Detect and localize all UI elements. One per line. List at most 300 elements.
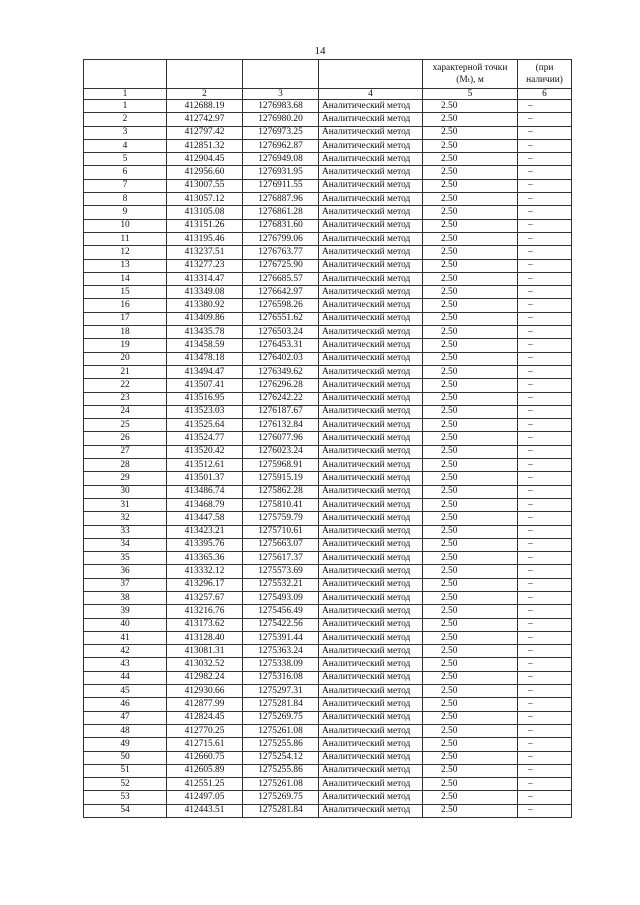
accuracy-cell: 2.50 [423, 472, 518, 485]
accuracy-cell: 2.50 [423, 618, 518, 631]
method-cell: Аналитический метод [319, 591, 423, 604]
note-cell: – [518, 419, 572, 432]
note-cell: – [518, 738, 572, 751]
method-cell: Аналитический метод [319, 791, 423, 804]
point-number-cell: 50 [84, 751, 167, 764]
method-cell: Аналитический метод [319, 764, 423, 777]
x-coordinate-cell: 413507.41 [167, 379, 243, 392]
point-number-cell: 17 [84, 312, 167, 325]
x-coordinate-cell: 412982.24 [167, 671, 243, 684]
y-coordinate-cell: 1275456.49 [243, 605, 319, 618]
x-coordinate-cell: 413057.12 [167, 193, 243, 206]
method-cell: Аналитический метод [319, 804, 423, 817]
y-coordinate-cell: 1276187.67 [243, 405, 319, 418]
y-coordinate-cell: 1276949.08 [243, 153, 319, 166]
table-row [84, 764, 572, 777]
point-number-cell: 1 [84, 100, 167, 113]
x-coordinate-cell: 413151.26 [167, 219, 243, 232]
table-row [84, 312, 572, 325]
point-number-cell: 18 [84, 326, 167, 339]
note-cell: – [518, 698, 572, 711]
table-row [84, 246, 572, 259]
method-cell: Аналитический метод [319, 179, 423, 192]
note-cell: – [518, 778, 572, 791]
accuracy-cell: 2.50 [423, 326, 518, 339]
y-coordinate-cell: 1276023.24 [243, 445, 319, 458]
method-cell: Аналитический метод [319, 724, 423, 737]
accuracy-cell: 2.50 [423, 445, 518, 458]
point-number-cell: 5 [84, 153, 167, 166]
x-coordinate-cell: 412688.19 [167, 100, 243, 113]
x-coordinate-cell: 413349.08 [167, 286, 243, 299]
accuracy-cell: 2.50 [423, 126, 518, 139]
table-row [84, 778, 572, 791]
point-number-cell: 42 [84, 645, 167, 658]
column-number: 3 [243, 89, 319, 100]
y-coordinate-cell: 1275663.07 [243, 538, 319, 551]
x-coordinate-cell: 413524.77 [167, 432, 243, 445]
x-coordinate-cell: 412443.51 [167, 804, 243, 817]
y-coordinate-cell: 1276598.26 [243, 299, 319, 312]
method-cell: Аналитический метод [319, 565, 423, 578]
method-cell: Аналитический метод [319, 459, 423, 472]
method-cell: Аналитический метод [319, 166, 423, 179]
x-coordinate-cell: 412904.45 [167, 153, 243, 166]
note-cell: – [518, 605, 572, 618]
note-cell: – [518, 405, 572, 418]
x-coordinate-cell: 413395.76 [167, 538, 243, 551]
table-row [84, 219, 572, 232]
note-cell: – [518, 685, 572, 698]
method-cell: Аналитический метод [319, 326, 423, 339]
accuracy-cell: 2.50 [423, 605, 518, 618]
x-coordinate-cell: 412851.32 [167, 139, 243, 152]
table-row [84, 272, 572, 285]
method-cell: Аналитический метод [319, 219, 423, 232]
y-coordinate-cell: 1276887.96 [243, 193, 319, 206]
accuracy-cell: 2.50 [423, 139, 518, 152]
accuracy-cell: 2.50 [423, 804, 518, 817]
table-row [84, 100, 572, 113]
point-number-cell: 11 [84, 232, 167, 245]
x-coordinate-cell: 413128.40 [167, 631, 243, 644]
note-cell: – [518, 432, 572, 445]
accuracy-cell: 2.50 [423, 352, 518, 365]
note-cell: – [518, 724, 572, 737]
method-cell: Аналитический метод [319, 379, 423, 392]
y-coordinate-cell: 1275338.09 [243, 658, 319, 671]
accuracy-cell: 2.50 [423, 392, 518, 405]
table-row [84, 751, 572, 764]
table-row [84, 711, 572, 724]
point-number-cell: 36 [84, 565, 167, 578]
y-coordinate-cell: 1276931.95 [243, 166, 319, 179]
note-cell: – [518, 272, 572, 285]
x-coordinate-cell: 413105.08 [167, 206, 243, 219]
method-cell: Аналитический метод [319, 751, 423, 764]
point-number-cell: 3 [84, 126, 167, 139]
y-coordinate-cell: 1275281.84 [243, 698, 319, 711]
x-coordinate-cell: 413032.52 [167, 658, 243, 671]
accuracy-cell: 2.50 [423, 578, 518, 591]
method-cell: Аналитический метод [319, 472, 423, 485]
table-row [84, 206, 572, 219]
method-cell: Аналитический метод [319, 365, 423, 378]
point-number-cell: 12 [84, 246, 167, 259]
point-number-cell: 40 [84, 618, 167, 631]
accuracy-cell: 2.50 [423, 100, 518, 113]
x-coordinate-cell: 413007.55 [167, 179, 243, 192]
accuracy-cell: 2.50 [423, 698, 518, 711]
table-row [84, 126, 572, 139]
method-cell: Аналитический метод [319, 153, 423, 166]
point-number-cell: 4 [84, 139, 167, 152]
point-number-cell: 27 [84, 445, 167, 458]
method-cell: Аналитический метод [319, 485, 423, 498]
table-row [84, 512, 572, 525]
point-number-cell: 25 [84, 419, 167, 432]
method-cell: Аналитический метод [319, 113, 423, 126]
y-coordinate-cell: 1275968.91 [243, 459, 319, 472]
note-cell: – [518, 113, 572, 126]
note-cell: – [518, 153, 572, 166]
accuracy-cell: 2.50 [423, 538, 518, 551]
point-number-cell: 30 [84, 485, 167, 498]
table-row [84, 538, 572, 551]
method-cell: Аналитический метод [319, 246, 423, 259]
accuracy-cell: 2.50 [423, 498, 518, 511]
note-cell: – [518, 445, 572, 458]
point-number-cell: 23 [84, 392, 167, 405]
point-number-cell: 44 [84, 671, 167, 684]
table-row [84, 339, 572, 352]
method-cell: Аналитический метод [319, 352, 423, 365]
point-number-cell: 45 [84, 685, 167, 698]
method-cell: Аналитический метод [319, 299, 423, 312]
note-cell: – [518, 246, 572, 259]
y-coordinate-cell: 1275261.08 [243, 778, 319, 791]
point-number-cell: 9 [84, 206, 167, 219]
accuracy-cell: 2.50 [423, 153, 518, 166]
y-coordinate-cell: 1275617.37 [243, 552, 319, 565]
method-cell: Аналитический метод [319, 286, 423, 299]
point-number-cell: 10 [84, 219, 167, 232]
note-cell: – [518, 459, 572, 472]
y-coordinate-cell: 1276983.68 [243, 100, 319, 113]
table-row [84, 419, 572, 432]
y-coordinate-cell: 1275573.69 [243, 565, 319, 578]
method-cell: Аналитический метод [319, 578, 423, 591]
x-coordinate-cell: 412956.60 [167, 166, 243, 179]
y-coordinate-cell: 1276763.77 [243, 246, 319, 259]
y-coordinate-cell: 1275316.08 [243, 671, 319, 684]
accuracy-cell: 2.50 [423, 272, 518, 285]
x-coordinate-cell: 413494.47 [167, 365, 243, 378]
note-cell: – [518, 139, 572, 152]
accuracy-cell: 2.50 [423, 459, 518, 472]
point-number-cell: 6 [84, 166, 167, 179]
method-cell: Аналитический метод [319, 126, 423, 139]
note-cell: – [518, 711, 572, 724]
note-cell: – [518, 804, 572, 817]
x-coordinate-cell: 413409.86 [167, 312, 243, 325]
x-coordinate-cell: 412742.97 [167, 113, 243, 126]
x-coordinate-cell: 413512.61 [167, 459, 243, 472]
method-cell: Аналитический метод [319, 605, 423, 618]
y-coordinate-cell: 1276799.06 [243, 232, 319, 245]
y-coordinate-cell: 1276962.87 [243, 139, 319, 152]
table-body [84, 60, 572, 818]
point-number-cell: 13 [84, 259, 167, 272]
y-coordinate-cell: 1276349.62 [243, 365, 319, 378]
method-cell: Аналитический метод [319, 339, 423, 352]
y-coordinate-cell: 1276242.22 [243, 392, 319, 405]
method-cell: Аналитический метод [319, 259, 423, 272]
accuracy-cell: 2.50 [423, 764, 518, 777]
point-number-cell: 49 [84, 738, 167, 751]
x-coordinate-cell: 412797.42 [167, 126, 243, 139]
x-coordinate-cell: 413447.58 [167, 512, 243, 525]
method-cell: Аналитический метод [319, 498, 423, 511]
column-number-row [84, 89, 572, 100]
x-coordinate-cell: 412930.66 [167, 685, 243, 698]
accuracy-cell: 2.50 [423, 671, 518, 684]
accuracy-cell: 2.50 [423, 259, 518, 272]
note-cell: – [518, 578, 572, 591]
accuracy-cell: 2.50 [423, 179, 518, 192]
y-coordinate-cell: 1276831.60 [243, 219, 319, 232]
note-cell: – [518, 591, 572, 604]
column-number: 1 [84, 89, 167, 100]
header-cell [167, 60, 243, 89]
method-cell: Аналитический метод [319, 193, 423, 206]
note-cell: – [518, 525, 572, 538]
point-number-cell: 39 [84, 605, 167, 618]
y-coordinate-cell: 1276685.57 [243, 272, 319, 285]
y-coordinate-cell: 1275422.56 [243, 618, 319, 631]
x-coordinate-cell: 413435.78 [167, 326, 243, 339]
x-coordinate-cell: 413380.92 [167, 299, 243, 312]
y-coordinate-cell: 1275759.79 [243, 512, 319, 525]
header-row [84, 60, 572, 89]
x-coordinate-cell: 413520.42 [167, 445, 243, 458]
accuracy-cell: 2.50 [423, 405, 518, 418]
table-row [84, 179, 572, 192]
x-coordinate-cell: 412877.99 [167, 698, 243, 711]
point-number-cell: 19 [84, 339, 167, 352]
accuracy-cell: 2.50 [423, 299, 518, 312]
x-coordinate-cell: 412551.25 [167, 778, 243, 791]
point-number-cell: 33 [84, 525, 167, 538]
note-cell: – [518, 498, 572, 511]
y-coordinate-cell: 1276296.28 [243, 379, 319, 392]
y-coordinate-cell: 1275862.28 [243, 485, 319, 498]
note-cell: – [518, 259, 572, 272]
table-row [84, 485, 572, 498]
column-number: 6 [518, 89, 572, 100]
table-row [84, 405, 572, 418]
x-coordinate-cell: 413195.46 [167, 232, 243, 245]
y-coordinate-cell: 1276132.84 [243, 419, 319, 432]
y-coordinate-cell: 1275269.75 [243, 711, 319, 724]
y-coordinate-cell: 1275810.41 [243, 498, 319, 511]
table-row [84, 552, 572, 565]
method-cell: Аналитический метод [319, 525, 423, 538]
point-number-cell: 53 [84, 791, 167, 804]
x-coordinate-cell: 413458.59 [167, 339, 243, 352]
x-coordinate-cell: 413516.95 [167, 392, 243, 405]
accuracy-cell: 2.50 [423, 166, 518, 179]
accuracy-cell: 2.50 [423, 365, 518, 378]
table-row [84, 738, 572, 751]
note-cell: – [518, 631, 572, 644]
note-cell: – [518, 379, 572, 392]
y-coordinate-cell: 1276642.97 [243, 286, 319, 299]
coordinates-table [83, 59, 572, 818]
note-cell: – [518, 166, 572, 179]
header-cell-note: (при наличии) [518, 60, 572, 89]
y-coordinate-cell: 1275281.84 [243, 804, 319, 817]
x-coordinate-cell: 413081.31 [167, 645, 243, 658]
header-cell-accuracy: характерной точки (Mₜ), м [423, 60, 518, 89]
x-coordinate-cell: 413525.64 [167, 419, 243, 432]
method-cell: Аналитический метод [319, 645, 423, 658]
point-number-cell: 32 [84, 512, 167, 525]
column-number: 5 [423, 89, 518, 100]
accuracy-cell: 2.50 [423, 219, 518, 232]
y-coordinate-cell: 1275269.75 [243, 791, 319, 804]
table-row [84, 392, 572, 405]
table-row [84, 685, 572, 698]
table-row [84, 671, 572, 684]
note-cell: – [518, 126, 572, 139]
accuracy-cell: 2.50 [423, 778, 518, 791]
note-cell: – [518, 645, 572, 658]
note-cell: – [518, 552, 572, 565]
table-row [84, 525, 572, 538]
method-cell: Аналитический метод [319, 432, 423, 445]
accuracy-cell: 2.50 [423, 339, 518, 352]
accuracy-cell: 2.50 [423, 685, 518, 698]
point-number-cell: 14 [84, 272, 167, 285]
y-coordinate-cell: 1275532.21 [243, 578, 319, 591]
table-row [84, 259, 572, 272]
x-coordinate-cell: 413314.47 [167, 272, 243, 285]
point-number-cell: 48 [84, 724, 167, 737]
accuracy-cell: 2.50 [423, 286, 518, 299]
x-coordinate-cell: 412824.45 [167, 711, 243, 724]
accuracy-cell: 2.50 [423, 751, 518, 764]
x-coordinate-cell: 413332.12 [167, 565, 243, 578]
method-cell: Аналитический метод [319, 671, 423, 684]
method-cell: Аналитический метод [319, 139, 423, 152]
table-row [84, 153, 572, 166]
method-cell: Аналитический метод [319, 685, 423, 698]
x-coordinate-cell: 413277.23 [167, 259, 243, 272]
x-coordinate-cell: 412497.05 [167, 791, 243, 804]
table-row [84, 352, 572, 365]
table-row [84, 139, 572, 152]
x-coordinate-cell: 413468.79 [167, 498, 243, 511]
note-cell: – [518, 179, 572, 192]
method-cell: Аналитический метод [319, 658, 423, 671]
note-cell: – [518, 472, 572, 485]
point-number-cell: 28 [84, 459, 167, 472]
x-coordinate-cell: 413478.18 [167, 352, 243, 365]
point-number-cell: 24 [84, 405, 167, 418]
note-cell: – [518, 565, 572, 578]
table-row [84, 498, 572, 511]
header-cell [84, 60, 167, 89]
note-cell: – [518, 791, 572, 804]
table-row [84, 804, 572, 817]
method-cell: Аналитический метод [319, 631, 423, 644]
table-row [84, 459, 572, 472]
point-number-cell: 7 [84, 179, 167, 192]
table-row [84, 791, 572, 804]
accuracy-cell: 2.50 [423, 419, 518, 432]
column-number: 4 [319, 89, 423, 100]
table-row [84, 286, 572, 299]
table-row [84, 299, 572, 312]
point-number-cell: 2 [84, 113, 167, 126]
y-coordinate-cell: 1276980.20 [243, 113, 319, 126]
note-cell: – [518, 538, 572, 551]
y-coordinate-cell: 1276402.03 [243, 352, 319, 365]
note-cell: – [518, 392, 572, 405]
table-row [84, 618, 572, 631]
note-cell: – [518, 365, 572, 378]
method-cell: Аналитический метод [319, 538, 423, 551]
accuracy-cell: 2.50 [423, 512, 518, 525]
table-row [84, 591, 572, 604]
note-cell: – [518, 100, 572, 113]
header-cell [243, 60, 319, 89]
accuracy-cell: 2.50 [423, 711, 518, 724]
x-coordinate-cell: 413237.51 [167, 246, 243, 259]
method-cell: Аналитический метод [319, 312, 423, 325]
note-cell: – [518, 671, 572, 684]
note-cell: – [518, 339, 572, 352]
accuracy-cell: 2.50 [423, 193, 518, 206]
x-coordinate-cell: 412660.75 [167, 751, 243, 764]
x-coordinate-cell: 413296.17 [167, 578, 243, 591]
table-row [84, 379, 572, 392]
point-number-cell: 34 [84, 538, 167, 551]
table-row [84, 232, 572, 245]
column-number: 2 [167, 89, 243, 100]
method-cell: Аналитический метод [319, 445, 423, 458]
table-row [84, 631, 572, 644]
table-row [84, 365, 572, 378]
y-coordinate-cell: 1275493.09 [243, 591, 319, 604]
x-coordinate-cell: 413365.36 [167, 552, 243, 565]
x-coordinate-cell: 413257.67 [167, 591, 243, 604]
note-cell: – [518, 352, 572, 365]
note-cell: – [518, 232, 572, 245]
method-cell: Аналитический метод [319, 738, 423, 751]
y-coordinate-cell: 1275261.08 [243, 724, 319, 737]
accuracy-cell: 2.50 [423, 485, 518, 498]
point-number-cell: 26 [84, 432, 167, 445]
point-number-cell: 31 [84, 498, 167, 511]
accuracy-cell: 2.50 [423, 724, 518, 737]
y-coordinate-cell: 1276551.62 [243, 312, 319, 325]
x-coordinate-cell: 413486.74 [167, 485, 243, 498]
table-row [84, 698, 572, 711]
note-cell: – [518, 193, 572, 206]
note-cell: – [518, 658, 572, 671]
